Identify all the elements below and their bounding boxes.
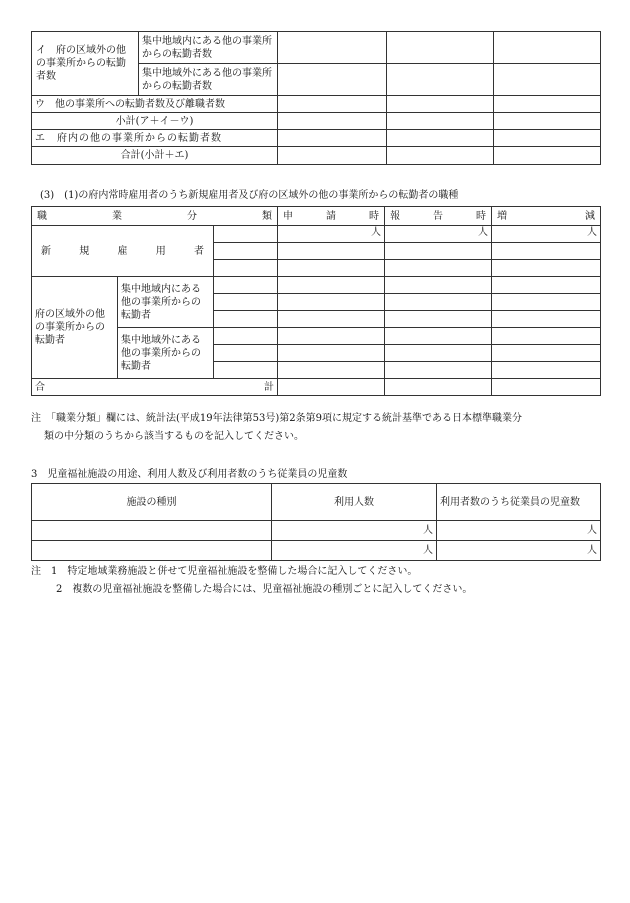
occupation-cell[interactable] <box>214 345 278 362</box>
cell-input[interactable] <box>278 260 385 277</box>
cell-input[interactable] <box>278 311 385 328</box>
spread-char: 報 <box>390 210 400 222</box>
occupation-cell[interactable] <box>214 294 278 311</box>
spread-char: 業 <box>112 210 122 222</box>
header-change-text <box>495 210 597 223</box>
cell-input[interactable] <box>387 113 494 130</box>
transfer-sub1-label: 集中地域内にある他の事業所からの転勤者 <box>118 277 214 328</box>
new-hire-label-text <box>35 245 210 258</box>
row-i-sub1-label: 集中地域内にある他の事業所からの転勤者数 <box>139 32 278 64</box>
cell-input[interactable] <box>278 243 385 260</box>
unit-label: 人 <box>272 541 437 561</box>
row-total-label: 合計(小計＋エ) <box>32 147 278 165</box>
spread-char: 申 <box>283 210 293 222</box>
row-e-label: エ 府内の他の事業所からの転勤者数 <box>32 130 278 147</box>
total-right-char: 計 <box>264 381 274 393</box>
cell-input[interactable] <box>278 277 385 294</box>
cell-input[interactable] <box>492 379 601 396</box>
cell-input[interactable] <box>278 328 385 345</box>
cell-input[interactable] <box>385 345 492 362</box>
cell-input[interactable] <box>387 64 494 96</box>
spread-char: 新 <box>41 245 51 257</box>
childcare-note-2: 2 複数の児童福祉施設を整備した場合には、児童福祉施設の種別ごとに記入してください。 <box>56 584 473 595</box>
spread-char: 職 <box>37 210 47 222</box>
cell-input[interactable] <box>494 64 601 96</box>
header-report-text <box>388 210 488 223</box>
cell-input[interactable] <box>387 147 494 165</box>
spread-char: 時 <box>476 210 486 222</box>
cell-input[interactable] <box>278 147 387 165</box>
cell-input[interactable] <box>278 345 385 362</box>
occupation-cell[interactable] <box>214 328 278 345</box>
unit-label: 人 <box>437 541 601 561</box>
cell-input[interactable] <box>494 113 601 130</box>
row-i-sub2-label: 集中地域外にある他の事業所からの転勤者数 <box>139 64 278 96</box>
row-u-label: ウ 他の事業所への転勤者数及び離職者数 <box>32 96 278 113</box>
header-change <box>492 207 601 226</box>
header-application-text <box>281 210 381 223</box>
new-hire-label <box>32 226 214 277</box>
cell-input[interactable] <box>494 147 601 165</box>
childcare-note-1: 注 1 特定地域業務施設と併せて児童福祉施設を整備した場合に記入してください。 <box>31 566 418 577</box>
total-row-label-text <box>35 381 274 394</box>
total-row-label <box>32 379 278 396</box>
cell-input[interactable] <box>385 311 492 328</box>
cell-input[interactable] <box>278 113 387 130</box>
section-3-heading: (3) (1)の府内常時雇用者のうち新規雇用者及び府の区域外の他の事業所からの転勤者の職種 <box>40 190 459 201</box>
cell-input[interactable] <box>492 243 601 260</box>
occupation-cell[interactable] <box>214 277 278 294</box>
spread-char: 減 <box>585 210 595 222</box>
childcare-table <box>31 483 601 561</box>
header-occupation-text <box>35 210 274 223</box>
spread-char: 請 <box>326 210 336 222</box>
spread-char: 規 <box>79 245 90 257</box>
cell-input[interactable] <box>278 96 387 113</box>
cell-input[interactable] <box>387 96 494 113</box>
spread-char: 類 <box>262 210 272 222</box>
spread-char: 雇 <box>117 245 128 257</box>
transfer-summary-table <box>31 31 601 165</box>
spread-char: 用 <box>155 245 166 257</box>
cell-input[interactable] <box>385 362 492 379</box>
facility-type-input[interactable] <box>32 521 272 541</box>
transfer-sub2-label: 集中地域外にある他の事業所からの転勤者 <box>118 328 214 379</box>
cell-input[interactable] <box>492 277 601 294</box>
cell-input[interactable] <box>492 294 601 311</box>
transfer-label: 府の区域外の他の事業所からの転勤者 <box>32 277 118 379</box>
cell-input[interactable] <box>492 328 601 345</box>
cell-input[interactable] <box>492 362 601 379</box>
occupation-cell[interactable] <box>214 311 278 328</box>
row-subtotal-label: 小計(ア＋イ－ウ) <box>32 113 278 130</box>
cell-input[interactable] <box>492 260 601 277</box>
cell-input[interactable] <box>385 260 492 277</box>
cell-input[interactable] <box>278 294 385 311</box>
cell-input[interactable] <box>385 277 492 294</box>
spread-char: 時 <box>369 210 379 222</box>
occupation-cell[interactable] <box>214 362 278 379</box>
cell-input[interactable] <box>385 379 492 396</box>
cell-input[interactable] <box>494 32 601 64</box>
occupation-cell[interactable] <box>214 260 278 277</box>
spread-char: 分 <box>187 210 197 222</box>
cell-input[interactable] <box>385 294 492 311</box>
cell-input[interactable] <box>278 130 387 147</box>
cell-input[interactable] <box>278 32 387 64</box>
occupation-note: 注 「職業分類」欄には、統計法(平成19年法律第53号)第2条第9項に規定する統計基準である日本標準職業分 <box>31 413 522 424</box>
unit-label: 人 <box>437 521 601 541</box>
unit-label: 人 <box>278 226 385 243</box>
occupation-table <box>31 206 601 396</box>
unit-label: 人 <box>385 226 492 243</box>
cell-input[interactable] <box>494 96 601 113</box>
spread-char: 増 <box>497 210 507 222</box>
cell-input[interactable] <box>387 32 494 64</box>
header-report <box>385 207 492 226</box>
occupation-cell[interactable] <box>214 243 278 260</box>
cell-input[interactable] <box>278 362 385 379</box>
cell-input[interactable] <box>387 130 494 147</box>
header-application <box>278 207 385 226</box>
occupation-cell[interactable] <box>214 226 278 243</box>
cell-input[interactable] <box>385 243 492 260</box>
unit-label: 人 <box>492 226 601 243</box>
cell-input[interactable] <box>278 379 385 396</box>
spread-char: 告 <box>433 210 443 222</box>
header-employee-children: 利用者数のうち従業員の児童数 <box>437 484 601 521</box>
occupation-note-cont: 類の中分類のうちから該当するものを記入してください。 <box>44 431 304 442</box>
unit-label: 人 <box>272 521 437 541</box>
cell-input[interactable] <box>494 130 601 147</box>
cell-input[interactable] <box>492 345 601 362</box>
cell-input[interactable] <box>278 64 387 96</box>
spread-char: 者 <box>194 245 204 257</box>
cell-input[interactable] <box>385 328 492 345</box>
childcare-heading: 3 児童福祉施設の用途、利用人数及び利用者数のうち従業員の児童数 <box>31 469 348 480</box>
cell-input[interactable] <box>492 311 601 328</box>
row-i-label: イ 府の区域外の他の事業所からの転勤者数 <box>32 32 139 96</box>
total-left-char: 合 <box>35 381 45 393</box>
header-occupation <box>32 207 278 226</box>
header-users: 利用人数 <box>272 484 437 521</box>
header-facility-type: 施設の種別 <box>32 484 272 521</box>
facility-type-input[interactable] <box>32 541 272 561</box>
